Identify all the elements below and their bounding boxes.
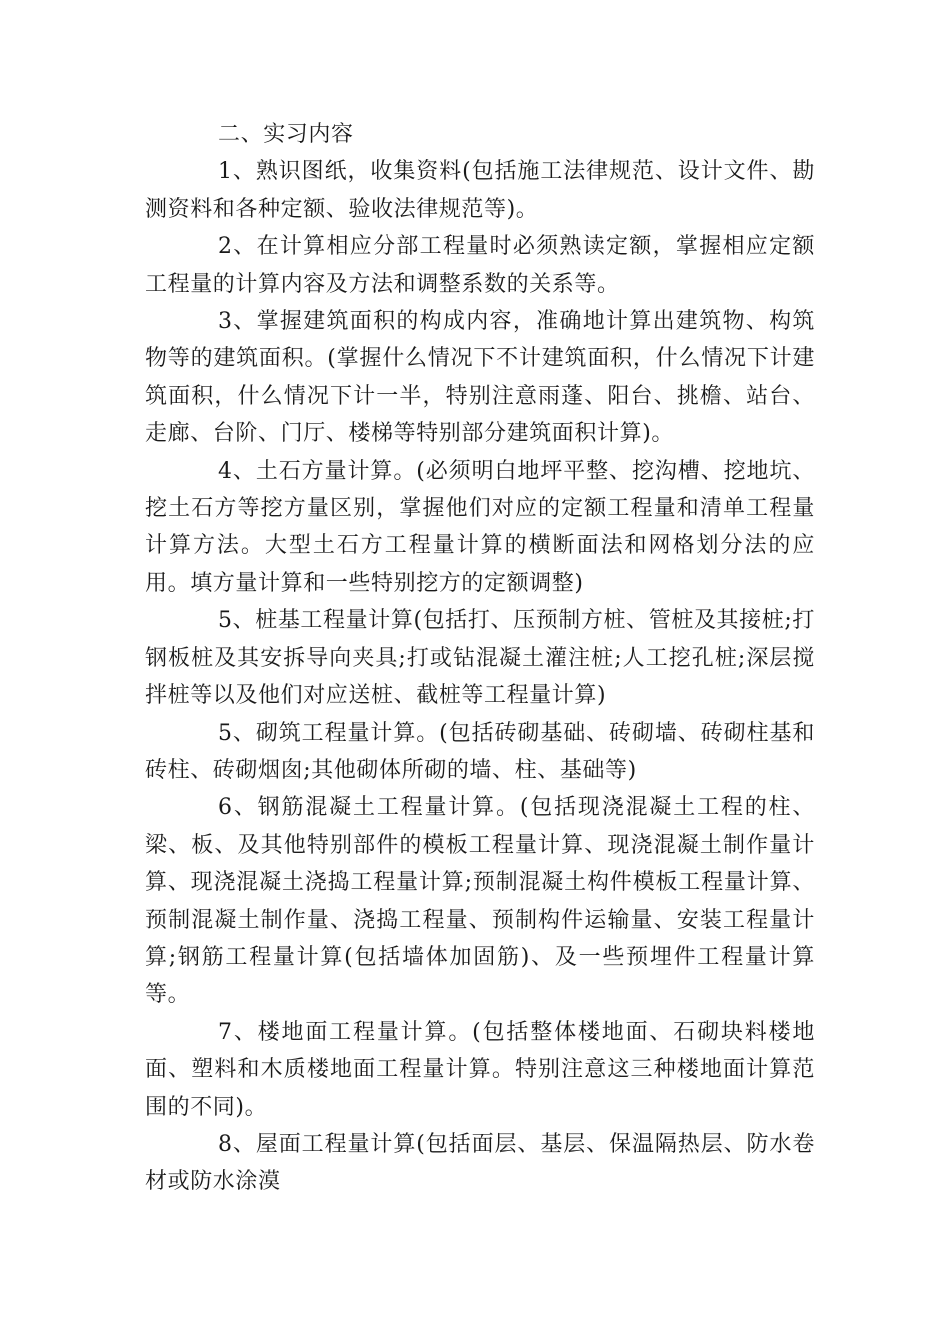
paragraph-item-5b: 5、砌筑工程量计算。(包括砖砌基础、砖砌墙、砖砌柱基和砖柱、砖砌烟囱;其他砌体所砌的墙、柱、基础等) — [145, 720, 815, 783]
paragraph-item-7: 7、楼地面工程量计算。(包括整体楼地面、石砌块料楼地面、塑料和木质楼地面工程量计算。特别注意这三种楼地面计算范围的不同)。 — [145, 1019, 815, 1120]
paragraph-item-6: 6、钢筋混凝土工程量计算。(包括现浇混凝土工程的柱、梁、板、及其他特别部件的模板工程量计算、现浇混凝土制作量计算、现浇混凝土浇捣工程量计算;预制混凝土构件模板工程量计算、预制混凝土制作量、浇捣工程量、预制构件运输量、安装工程量计算;钢筋工程量计算(包括墙体加固筋)、及一些预埋件工程量计算等。 — [145, 795, 815, 1008]
document-body — [145, 116, 815, 1201]
paragraph-item-4: 4、土石方量计算。(必须明白地坪平整、挖沟槽、挖地坑、挖土石方等挖方量区别，掌握他们对应的定额工程量和清单工程量计算方法。大型土石方工程量计算的横断面法和网格划分法的应用。填方量计算和一些特别挖方的定额调整) — [145, 458, 815, 596]
paragraph-item-3: 3、掌握建筑面积的构成内容，准确地计算出建筑物、构筑物等的建筑面积。(掌握什么情况下不计建筑面积，什么情况下计建筑面积，什么情况下计一半，特别注意雨蓬、阳台、挑檐、站台、走廊、台阶、门厅、楼梯等特别部分建筑面积计算)。 — [145, 309, 815, 447]
paragraph-item-5: 5、桩基工程量计算(包括打、压预制方桩、管桩及其接桩;打钢板桩及其安拆导向夹具;打或钻混凝土灌注桩;人工挖孔桩;深层搅拌桩等以及他们对应送桩、截桩等工程量计算) — [145, 608, 815, 709]
paragraph-item-1: 1、熟识图纸，收集资料(包括施工法律规范、设计文件、勘测资料和各种定额、验收法律规范等)。 — [145, 159, 815, 222]
paragraph-item-8: 8、屋面工程量计算(包括面层、基层、保温隔热层、防水卷材或防水涂漠 — [145, 1131, 815, 1195]
section-heading: 二、实习内容 — [218, 122, 354, 147]
paragraph-item-2: 2、在计算相应分部工程量时必须熟读定额，掌握相应定额工程量的计算内容及方法和调整系数的关系等。 — [145, 234, 815, 297]
